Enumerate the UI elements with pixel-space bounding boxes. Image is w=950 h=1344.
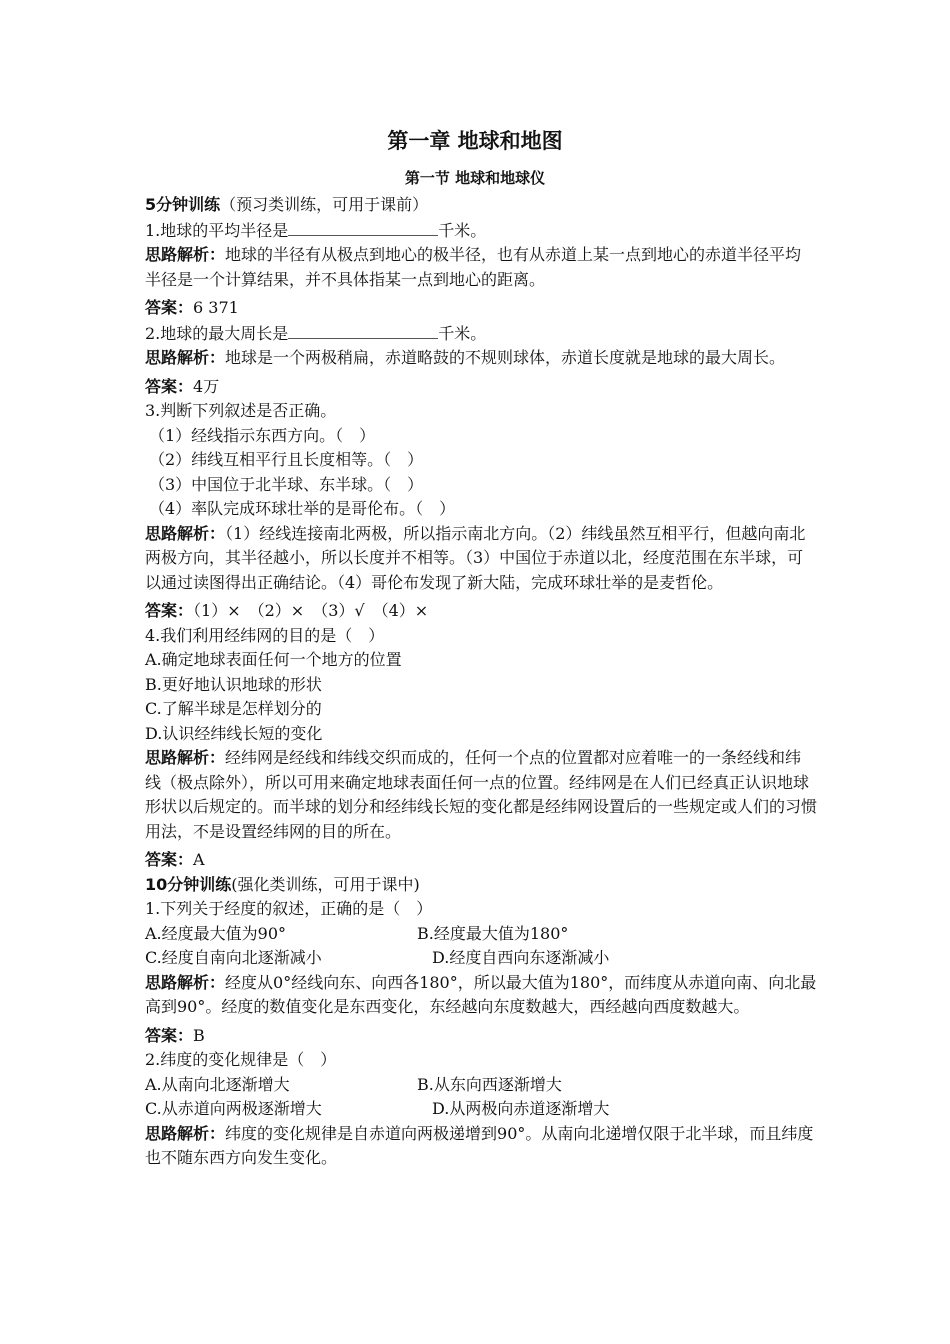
option: A.经度最大值为90°: [145, 923, 287, 943]
answer: [145, 848, 817, 873]
analysis-label: 思路解析：: [145, 523, 226, 543]
answer-label: 答案：: [145, 1025, 194, 1045]
answer-label: 答案：: [145, 850, 194, 869]
analysis: [145, 522, 817, 596]
analysis-label: 思路解析：: [145, 972, 226, 992]
answer-text: （1）× （2）× （3）√ （4）×: [193, 601, 429, 620]
chapter-title: 第一章 地球和地图: [387, 129, 563, 153]
section-note: (强化类训练，可用于课中): [231, 874, 420, 894]
option: A.确定地球表面任何一个地方的位置: [145, 650, 402, 669]
analysis-label: 思路解析：: [145, 748, 226, 767]
content-body: [145, 193, 817, 1171]
option: C.了解半球是怎样划分的: [145, 699, 322, 718]
answer-label: 答案：: [145, 298, 194, 317]
answer-text: 6 371: [193, 298, 239, 317]
option: B.更好地认识地球的形状: [145, 674, 322, 694]
answer: [145, 296, 817, 321]
analysis: [145, 346, 817, 371]
analysis: [145, 746, 817, 844]
answer-text: 4万: [193, 376, 220, 396]
option: C.从赤道向两极逐渐增大: [145, 1099, 322, 1118]
answer: [145, 1024, 817, 1049]
analysis-text: （1）经线连接南北两极，所以指示南北方向。（2）纬线虽然互相平行，但越向南北两极方向，其半径越小，所以长度并不相等。（3）中国位于赤道以北，经度范围在东半球，可以通过读图得出正确结论。（4）哥伦布发现了新大陆，完成环球壮举的是麦哲伦。: [145, 523, 806, 592]
judgement-item: （4）率队完成环球壮举的是哥伦布。（ ）: [149, 499, 456, 518]
question-1: 1.下列关于经度的叙述，正确的是（ ）: [145, 899, 433, 918]
section-10min-header: [145, 873, 817, 898]
option: A.从南向北逐渐增大: [145, 1074, 290, 1094]
question-suffix: 千米。: [438, 323, 487, 343]
judgement-item: （1）经线指示东西方向。（ ）: [149, 425, 376, 445]
analysis: [145, 243, 817, 292]
section-head: 10分钟训练: [145, 874, 232, 894]
analysis-text: 地球是一个两极稍扁，赤道略鼓的不规则球体，赤道长度就是地球的最大周长。: [225, 348, 786, 367]
analysis: [145, 1122, 817, 1171]
answer-text: A: [193, 850, 205, 869]
answer: [145, 375, 817, 400]
section-5min-header: [145, 193, 817, 218]
option: B.从东向西逐渐增大: [417, 1074, 562, 1094]
option: D.经度自西向东逐渐减小: [432, 948, 610, 967]
question-1: [145, 218, 817, 244]
question-3: 3.判断下列叙述是否正确。: [145, 401, 337, 420]
question-2: [145, 321, 817, 347]
option-row: [145, 1073, 817, 1098]
analysis: [145, 971, 817, 1020]
option: D.从两极向赤道逐渐增大: [432, 1099, 610, 1118]
option: C.经度自南向北逐渐减小: [145, 948, 322, 967]
judgement-item: （2）纬线互相平行且长度相等。（ ）: [149, 450, 424, 469]
analysis-text: 地球的半径有从极点到地心的极半径，也有从赤道上某一点到地心的赤道半径平均半径是一个计算结果，并不具体指某一点到地心的距离。: [145, 245, 802, 289]
question-4: 4.我们利用经纬网的目的是（ ）: [145, 625, 385, 645]
analysis-label: 思路解析：: [145, 245, 226, 264]
answer-blank: [288, 321, 438, 339]
question-stem: 1.地球的平均半径是: [145, 220, 289, 240]
question-stem: 2.地球的最大周长是: [145, 323, 289, 343]
section-note: （预习类训练，可用于课前）: [220, 195, 429, 214]
option-row: [145, 1097, 817, 1122]
answer-text: B: [193, 1025, 205, 1045]
analysis-text: 经度从0°经线向东、向西各180°，所以最大值为180°，而纬度从赤道向南、向北最高到90°。经度的数值变化是东西变化，东经越向东度数越大，西经越向西度数越大。: [145, 972, 817, 1016]
analysis-text: 纬度的变化规律是自赤道向两极递增到90°。从南向北递增仅限于北半球，而且纬度也不随东西方向发生变化。: [145, 1123, 814, 1167]
option: D.认识经纬线长短的变化: [145, 723, 323, 743]
question-2: 2.纬度的变化规律是（ ）: [145, 1050, 337, 1069]
section-head: 5分钟训练: [145, 195, 221, 214]
option-row: [145, 946, 817, 971]
analysis-label: 思路解析：: [145, 1123, 226, 1143]
analysis-label: 思路解析：: [145, 348, 226, 367]
question-suffix: 千米。: [438, 220, 487, 240]
section-title: 第一节 地球和地球仪: [404, 169, 546, 187]
answer: [145, 599, 817, 624]
answer-label: 答案：: [145, 601, 194, 620]
answer-label: 答案：: [145, 376, 194, 396]
judgement-item: （3）中国位于北半球、东半球。（ ）: [149, 474, 424, 494]
analysis-text: 经纬网是经线和纬线交织而成的，任何一个点的位置都对应着唯一的一条经线和纬线（极点除外），所以可用来确定地球表面任何一点的位置。经纬网是在人们已经真正认识地球形状以后规定的。而半球的划分和经纬线长短的变化都是经纬网设置后的一些规定或人们的习惯用法，不是设置经纬网的目的所在。: [145, 748, 818, 841]
answer-blank: [288, 218, 438, 236]
option-row: [145, 922, 817, 947]
option: B.经度最大值为180°: [417, 923, 569, 943]
